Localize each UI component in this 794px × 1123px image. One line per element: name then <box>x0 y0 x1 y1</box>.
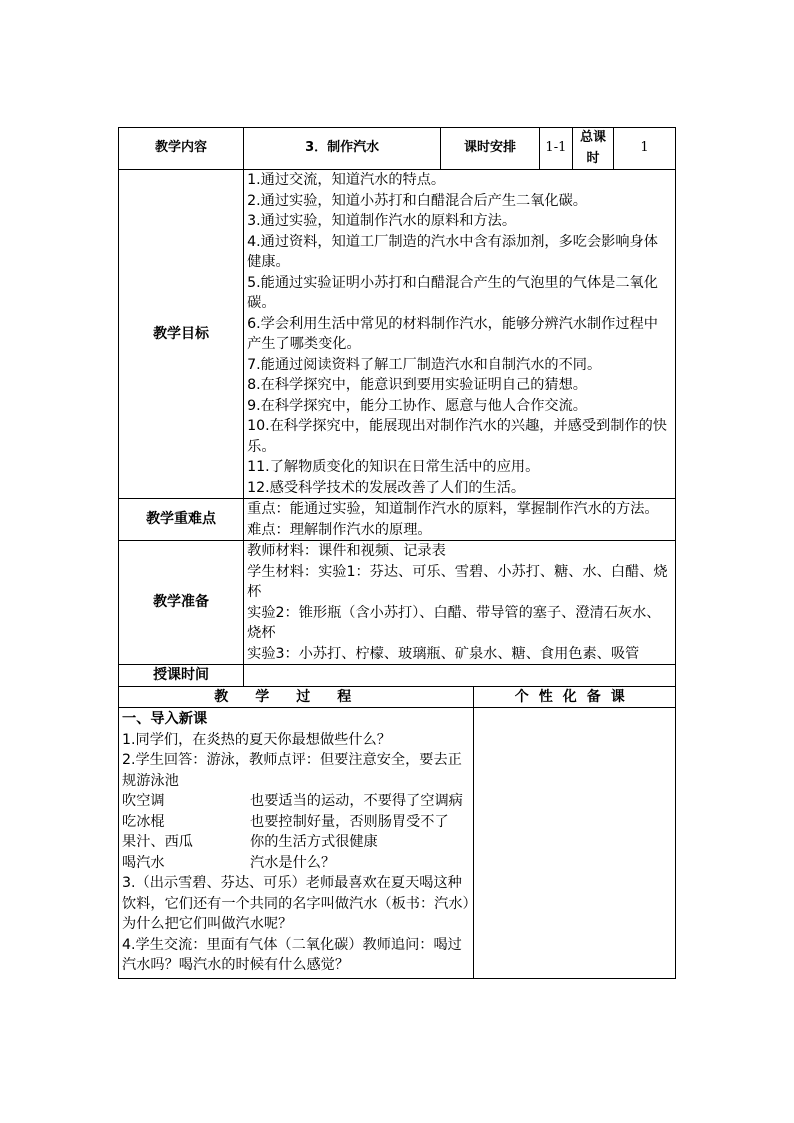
preparation-label: 教学准备 <box>119 541 244 665</box>
teacher-materials: 教师材料：课件和视频、记录表 <box>247 543 446 559</box>
personal-prep-cell <box>474 708 676 979</box>
dialogue-line: 果汁、西瓜 你的生活方式很健康 <box>122 834 378 850</box>
section-title: 一、导入新课 <box>122 711 208 727</box>
goal-item: 10.在科学探究中，能展现出对制作汽水的兴趣，并感受到制作的快乐。 <box>247 418 667 455</box>
key-points-row <box>119 499 676 541</box>
content-label: 教学内容 <box>119 128 244 170</box>
goal-item: 9.在科学探究中，能分工协作、愿意与他人合作交流。 <box>247 397 587 414</box>
student-materials: 学生材料：实验1：芬达、可乐、雪碧、小苏打、糖、水、白醋、烧杯 <box>247 563 668 600</box>
process-paragraph: 3.（出示雪碧、芬达、可乐）老师最喜欢在夏天喝这种饮料，它们还有一个共同的名字叫做汽水（板书：汽水）为什么把它们叫做汽水呢？ <box>122 875 470 932</box>
schedule-label: 课时安排 <box>441 128 540 170</box>
dialogue-line: 吹空调 也要适当的运动，不要得了空调病 <box>122 793 463 809</box>
lesson-plan-table <box>118 127 676 979</box>
key-points-label: 教学重难点 <box>119 499 244 541</box>
difficult-point: 难点：理解制作汽水的原理。 <box>247 521 432 538</box>
goal-item: 8.在科学探究中，能意识到要用实验证明自己的猜想。 <box>247 377 587 393</box>
goals-list <box>244 170 676 499</box>
header-row <box>119 128 676 170</box>
dialogue-line: 吃冰棍 也要控制好量，否则肠胃受不了 <box>122 813 449 830</box>
goal-item: 6.学会利用生活中常见的材料制作汽水，能够分辨汽水制作过程中产生了哪类变化。 <box>247 315 658 352</box>
class-time-value <box>244 665 676 687</box>
goal-item: 5.能通过实验证明小苏打和白醋混合产生的气泡里的气体是二氧化碳。 <box>247 274 658 311</box>
preparation-content <box>244 541 676 665</box>
goal-item: 12.感受科学技术的发展改善了人们的生活。 <box>247 479 526 496</box>
class-time-label: 授课时间 <box>119 665 244 687</box>
goal-item: 2.通过实验，知道小苏打和白醋混合后产生二氧化碳。 <box>247 192 587 209</box>
dialogue-line: 喝汽水 汽水是什么？ <box>122 854 336 871</box>
key-points-content <box>244 499 676 541</box>
lesson-title: 3．制作汽水 <box>244 128 441 170</box>
lesson-plan <box>118 127 676 979</box>
process-heading: 教学过程 <box>119 686 474 708</box>
process-row <box>119 708 676 979</box>
goals-row <box>119 170 676 499</box>
total-label: 总课时 <box>573 128 614 170</box>
process-paragraph: 2.学生回答：游泳，教师点评：但要注意安全，要去正规游泳池 <box>122 752 462 789</box>
goal-item: 4.通过资料，知道工厂制造的汽水中含有添加剂，多吃会影响身体健康。 <box>247 233 658 270</box>
process-header-row <box>119 686 676 708</box>
goal-item: 3.通过实验，知道制作汽水的原料和方法。 <box>247 213 517 229</box>
personal-prep-heading: 个性化备课 <box>474 686 676 708</box>
preparation-row <box>119 541 676 665</box>
goal-item: 11.了解物质变化的知识在日常生活中的应用。 <box>247 459 540 475</box>
experiment-2-materials: 实验2：锥形瓶（含小苏打）、白醋、带导管的塞子、澄清石灰水、烧杯 <box>247 604 661 641</box>
process-paragraph: 4.学生交流：里面有气体（二氧化碳）教师追问：喝过汽水吗？喝汽水的时候有什么感觉？ <box>122 936 462 973</box>
class-time-row <box>119 665 676 687</box>
process-content <box>119 708 474 979</box>
goal-item: 1.通过交流，知道汽水的特点。 <box>247 172 446 188</box>
schedule-value: 1-1 <box>539 128 572 170</box>
goal-item: 7.能通过阅读资料了解工厂制造汽水和自制汽水的不同。 <box>247 356 602 373</box>
key-point: 重点：能通过实验，知道制作汽水的原料，掌握制作汽水的方法。 <box>247 501 659 517</box>
experiment-3-materials: 实验3：小苏打、柠檬、玻璃瓶、矿泉水、糖、食用色素、吸管 <box>247 645 640 662</box>
goals-label: 教学目标 <box>119 170 244 499</box>
process-paragraph: 1.同学们，在炎热的夏天你最想做些什么？ <box>122 731 391 748</box>
total-value: 1 <box>613 128 675 170</box>
